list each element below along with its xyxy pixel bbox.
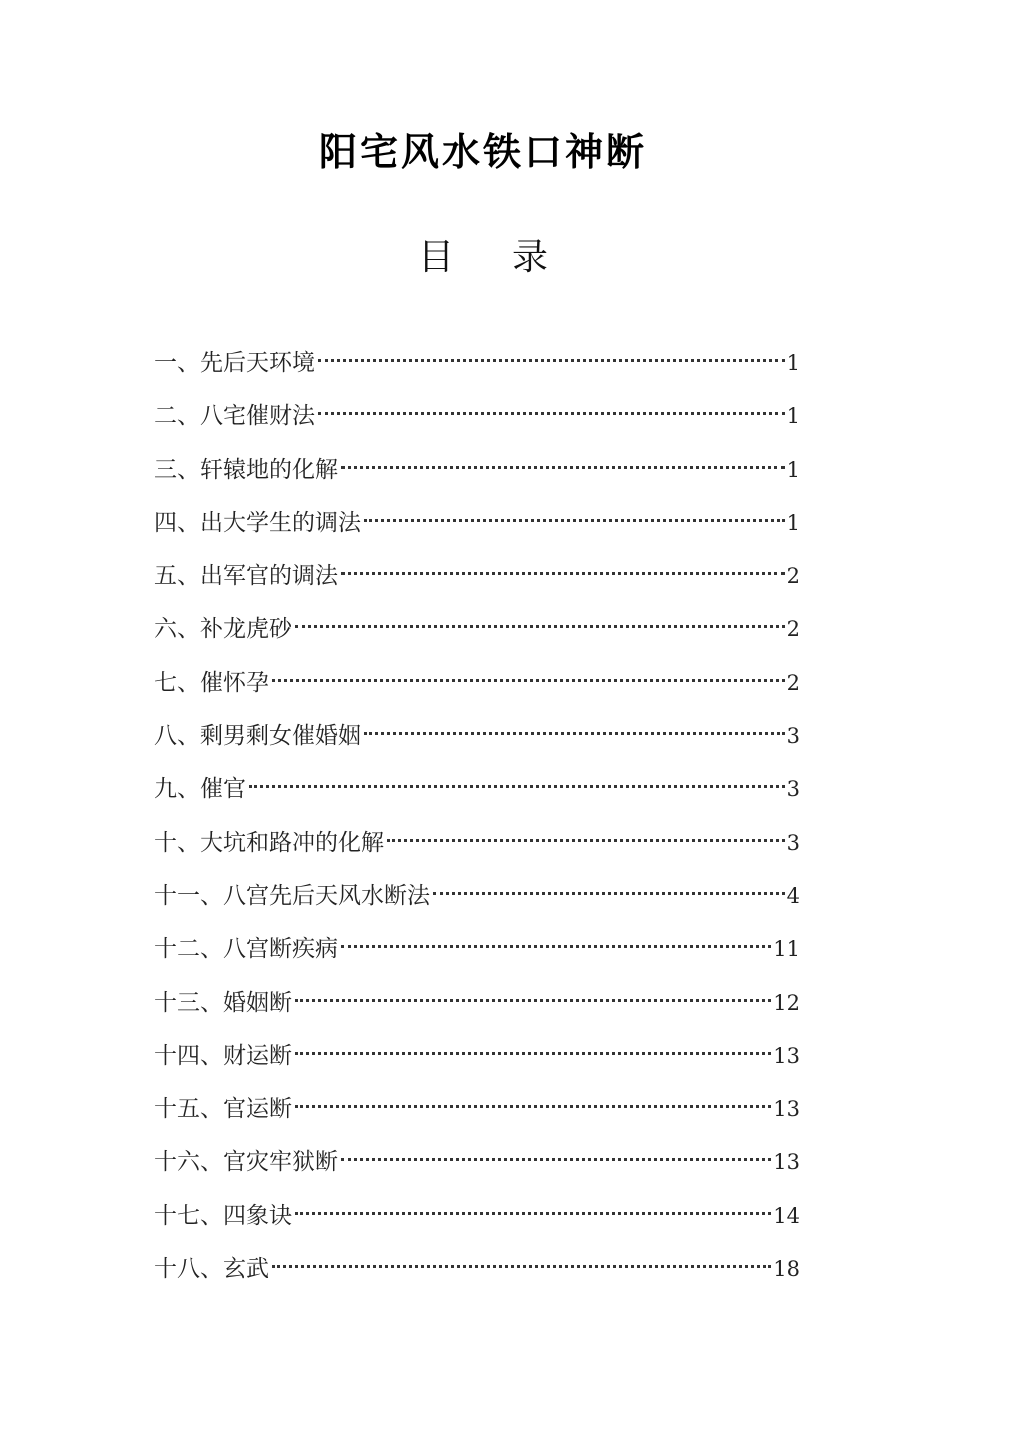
toc-entry-page: 1 xyxy=(786,457,800,482)
toc-heading-char-2: 录 xyxy=(512,237,549,278)
toc-entry-label: 三、轩辕地的化解 xyxy=(154,456,338,483)
toc-entry[interactable] xyxy=(154,710,800,763)
toc-entry-label: 一、先后天环境 xyxy=(154,350,315,376)
toc-entry-label: 十、大坑和路冲的化解 xyxy=(154,829,384,856)
toc-leader-dots xyxy=(318,359,785,362)
toc-heading xyxy=(0,230,966,286)
toc-leader-dots xyxy=(341,945,771,948)
toc-entry-label: 十五、官运断 xyxy=(154,1096,292,1123)
toc-entry-label: 十一、八宫先后天风水断法 xyxy=(154,882,430,909)
document-title: 阳宅风水铁口神断 xyxy=(318,130,647,174)
toc-entry-label: 九、催官 xyxy=(154,776,246,803)
toc-entry[interactable] xyxy=(154,1243,800,1296)
toc-entry-page: 1 xyxy=(786,404,800,429)
toc-leader-dots xyxy=(272,679,785,682)
toc-entry-page: 3 xyxy=(786,777,800,802)
toc-entry-page: 2 xyxy=(786,670,800,695)
toc-entry[interactable] xyxy=(154,337,800,390)
toc-entry[interactable] xyxy=(154,977,800,1030)
toc-entry[interactable] xyxy=(154,1030,800,1083)
toc-entry[interactable] xyxy=(154,870,800,923)
toc-entry-page: 13 xyxy=(773,1150,800,1175)
toc-leader-dots xyxy=(318,412,785,415)
toc-entry-page: 1 xyxy=(786,351,800,375)
toc-entry-page: 13 xyxy=(773,1097,800,1122)
toc-entry-label: 四、出大学生的调法 xyxy=(154,509,361,536)
toc-entry[interactable] xyxy=(154,603,800,656)
toc-entry-page: 3 xyxy=(786,724,800,749)
toc-entry-label: 十四、财运断 xyxy=(154,1042,292,1069)
toc-entry-label: 十七、四象诀 xyxy=(154,1202,292,1229)
toc-entry-label: 十三、婚姻断 xyxy=(154,989,292,1016)
toc-leader-dots xyxy=(295,1052,771,1055)
toc-entry-page: 13 xyxy=(773,1043,800,1068)
toc-entry-page: 2 xyxy=(786,617,800,642)
toc-leader-dots xyxy=(272,1265,771,1268)
toc-leader-dots xyxy=(433,892,785,895)
toc-entry-label: 十二、八宫断疾病 xyxy=(154,936,338,963)
toc-entry[interactable] xyxy=(154,1190,800,1243)
toc-entry-label: 十八、玄武 xyxy=(154,1256,269,1283)
toc-entry[interactable] xyxy=(154,550,800,603)
toc-leader-dots xyxy=(387,839,785,842)
toc-entry[interactable] xyxy=(154,444,800,497)
toc-leader-dots xyxy=(295,1105,771,1108)
toc-entry-label: 五、出军官的调法 xyxy=(154,563,338,590)
toc-leader-dots xyxy=(295,625,785,628)
toc-entry[interactable] xyxy=(154,763,800,816)
toc-entry-page: 4 xyxy=(786,883,800,908)
toc-entry[interactable] xyxy=(154,1136,800,1189)
toc-leader-dots xyxy=(295,999,771,1002)
toc-entry-page: 1 xyxy=(786,510,800,535)
toc-entry-label: 二、八宅催财法 xyxy=(154,403,315,430)
table-of-contents xyxy=(154,337,800,1296)
toc-entry[interactable] xyxy=(154,817,800,870)
toc-leader-dots xyxy=(364,519,785,522)
toc-entry-label: 七、催怀孕 xyxy=(154,669,269,696)
toc-heading-char-1: 目 xyxy=(417,237,454,278)
toc-leader-dots xyxy=(341,1158,771,1161)
toc-entry-page: 18 xyxy=(773,1257,800,1282)
toc-entry[interactable] xyxy=(154,657,800,710)
toc-entry-label: 六、补龙虎砂 xyxy=(154,616,292,643)
toc-entry-label: 八、剩男剩女催婚姻 xyxy=(154,723,361,750)
toc-leader-dots xyxy=(295,1212,771,1215)
toc-entry[interactable] xyxy=(154,497,800,550)
toc-entry[interactable] xyxy=(154,923,800,976)
toc-leader-dots xyxy=(249,785,785,788)
toc-entry-page: 3 xyxy=(786,830,800,855)
toc-entry-page: 12 xyxy=(773,990,800,1015)
toc-leader-dots xyxy=(341,466,785,469)
toc-entry[interactable] xyxy=(154,390,800,443)
toc-leader-dots xyxy=(364,732,785,735)
toc-entry-page: 11 xyxy=(773,937,800,962)
toc-entry-page: 14 xyxy=(773,1203,800,1228)
toc-entry-label: 十六、官灾牢狱断 xyxy=(154,1149,338,1176)
toc-leader-dots xyxy=(341,572,785,575)
toc-entry-page: 2 xyxy=(786,564,800,589)
toc-entry[interactable] xyxy=(154,1083,800,1136)
